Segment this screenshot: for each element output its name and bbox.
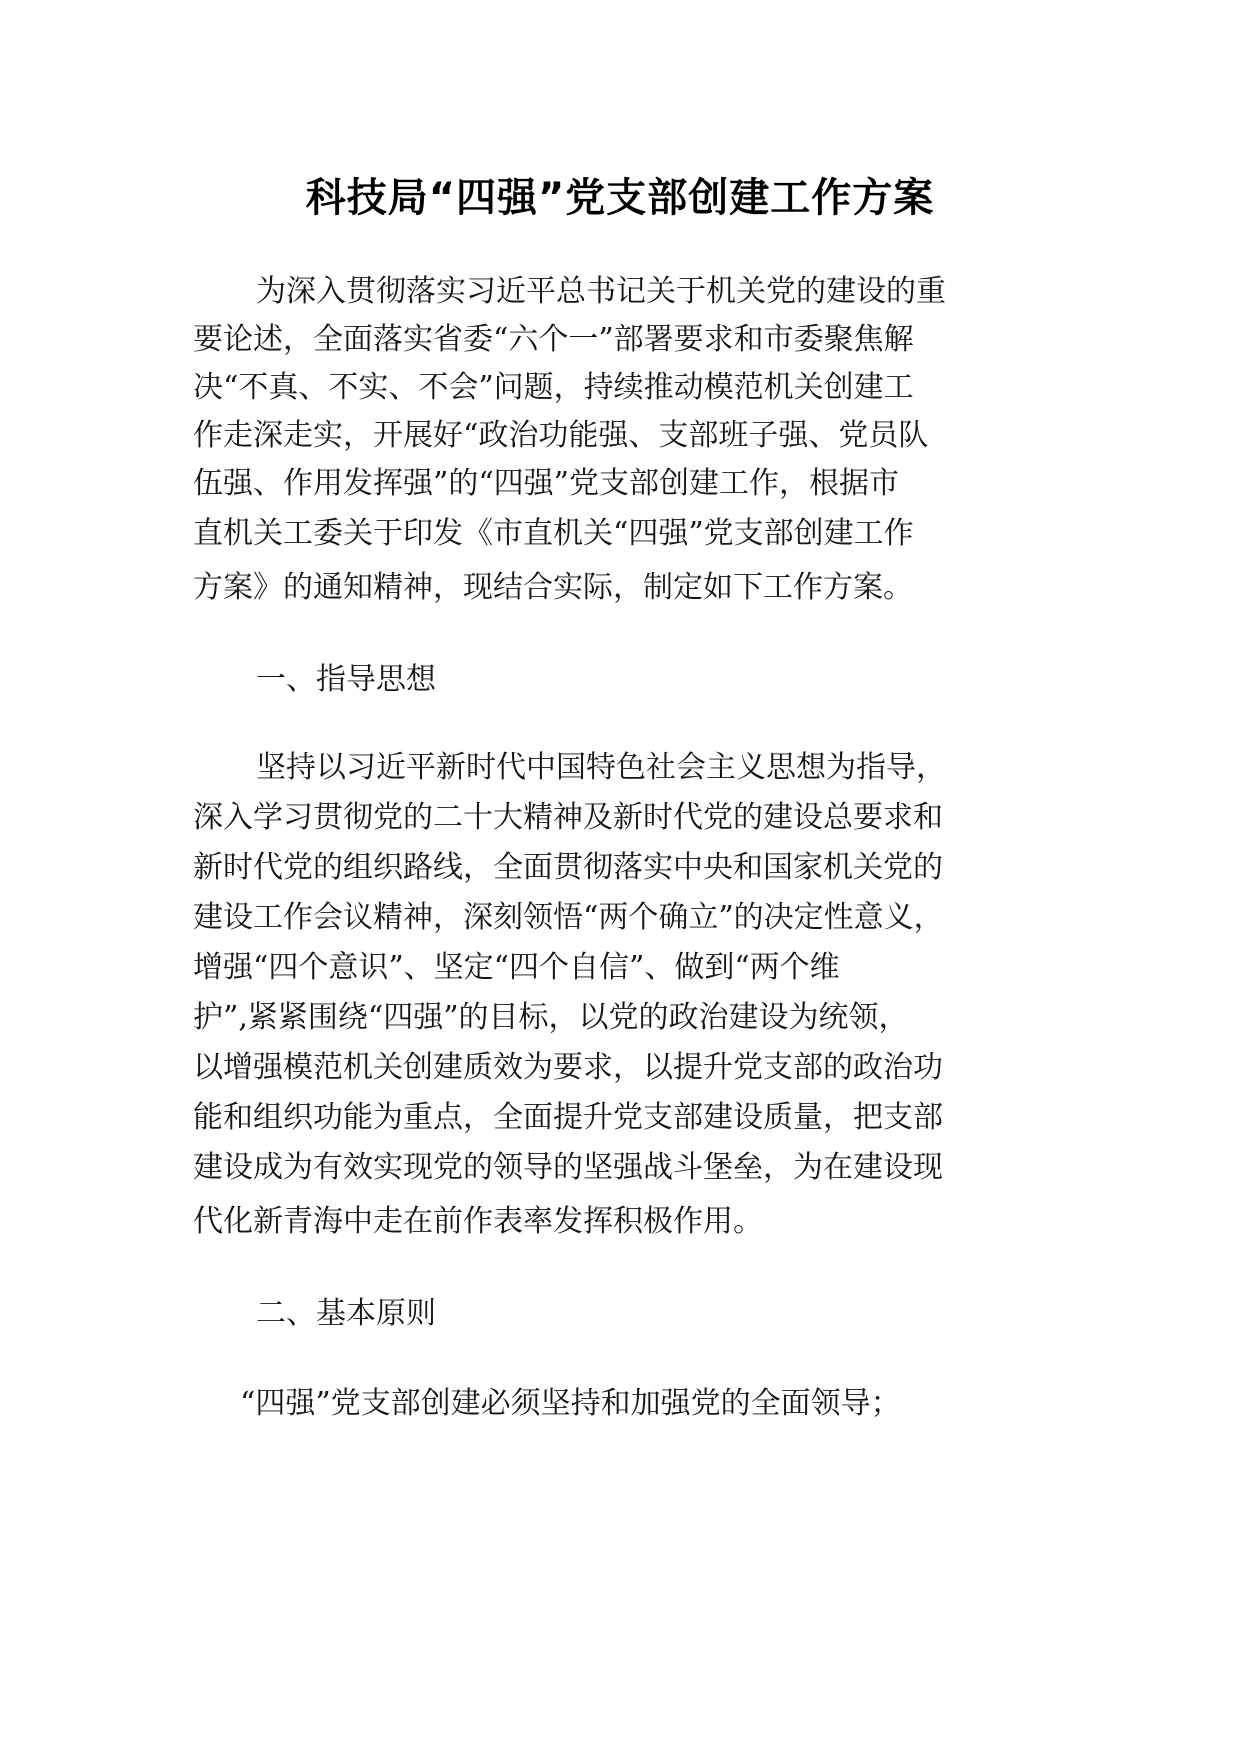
intro-line-2: 要论述，全面落实省委“六个一”部署要求和市委聚焦解 [193,322,914,357]
section1-line-3: 新时代党的组织路线，全面贯彻落实中央和国家机关党的 [193,850,943,885]
section2-line-1: “四强”党支部创建必须坚持和加强党的全面领导； [240,1386,901,1421]
intro-line-4: 作走深走实，开展好“政治功能强、支部班子强、党员队 [193,418,929,453]
document-title: 科技局“四强”党支部创建工作方案 [305,175,935,221]
intro-line-6: 直机关工委关于印发《市直机关“四强”党支部创建工作 [193,516,914,551]
section1-line-8: 能和组织功能为重点，全面提升党支部建设质量，把支部 [193,1100,943,1135]
intro-line-1: 为深入贯彻落实习近平总书记关于机关党的建设的重 [256,274,946,309]
section1-line-2: 深入学习贯彻党的二十大精神及新时代党的建设总要求和 [193,800,943,835]
section1-line-9: 建设成为有效实现党的领导的坚强战斗堡垒，为在建设现 [193,1150,943,1185]
section1-line-4: 建设工作会议精神，深刻领悟“两个确立”的决定性意义， [193,900,944,935]
section1-line-10: 代化新青海中走在前作表率发挥积极作用。 [193,1204,763,1239]
intro-line-5: 伍强、作用发挥强”的“四强”党支部创建工作，根据市 [193,466,900,501]
intro-line-7: 方案》的通知精神，现结合实际，制定如下工作方案。 [193,570,913,605]
section1-line-6: 护”,紧紧围绕“四强”的目标，以党的政治建设为统领， [193,1000,909,1035]
section-heading-basic-principles: 二、基本原则 [256,1296,436,1331]
section1-line-7: 以增强模范机关创建质效为要求，以提升党支部的政治功 [193,1050,943,1085]
section1-line-1: 坚持以习近平新时代中国特色社会主义思想为指导， [256,750,946,785]
intro-line-3: 决“不真、不实、不会”问题，持续推动模范机关创建工 [193,370,914,405]
section-heading-guiding-ideology: 一、指导思想 [256,662,436,697]
section1-line-5: 增强“四个意识”、坚定“四个自信”、做到“两个维 [193,950,840,985]
